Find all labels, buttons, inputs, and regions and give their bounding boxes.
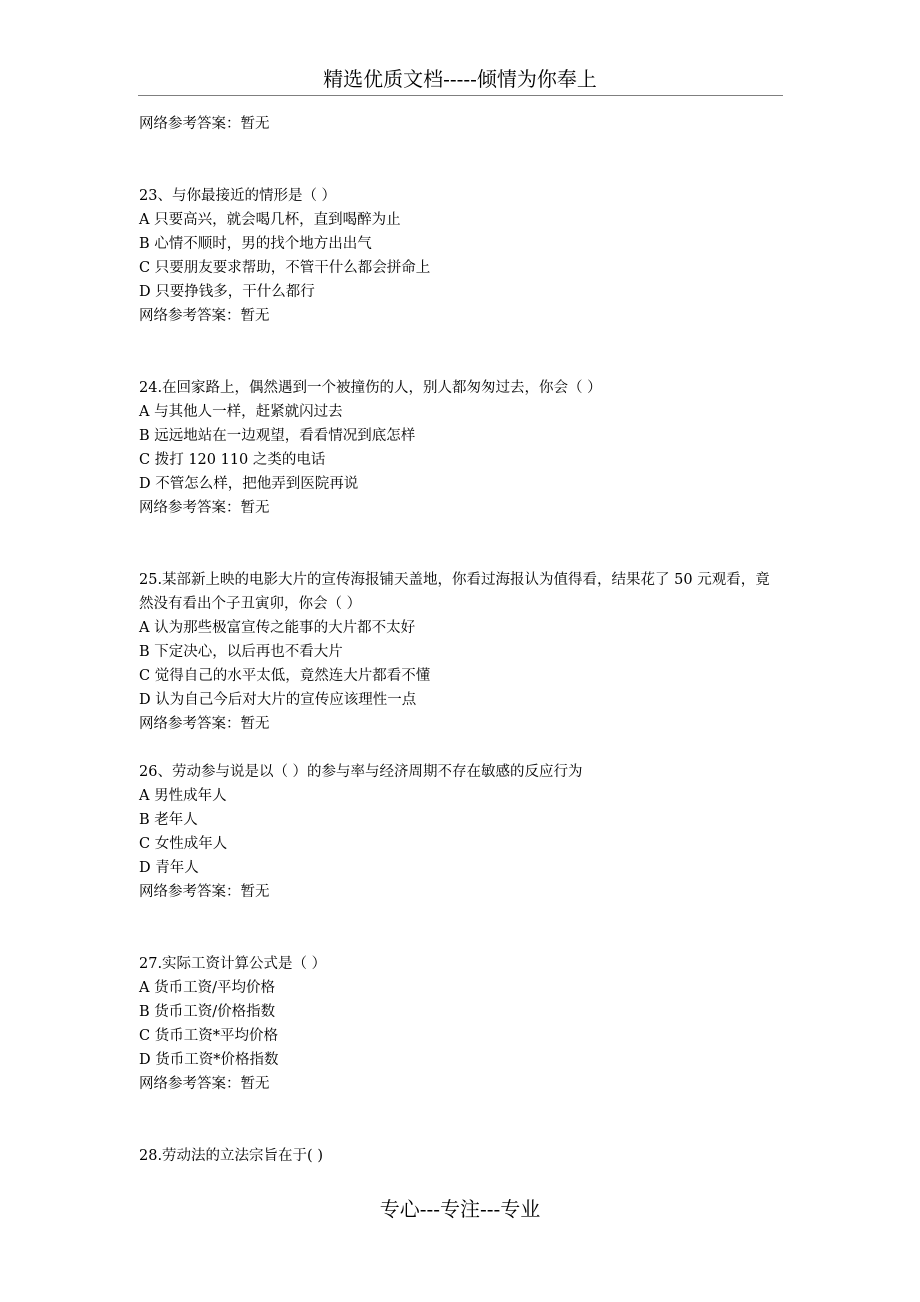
option-b: B 老年人	[139, 812, 198, 828]
question-text: 24.在回家路上，偶然遇到一个被撞伤的人，别人都匆匆过去，你会（ ）	[139, 380, 602, 396]
option-b: B 下定决心，以后再也不看大片	[139, 644, 343, 660]
option-c: C 拨打 120 110 之类的电话	[139, 452, 326, 468]
question-text: 28.劳动法的立法宗旨在于( )	[139, 1148, 323, 1164]
answer-line: 网络参考答案：暂无	[139, 1076, 270, 1092]
document-body	[139, 112, 779, 1168]
answer-line: 网络参考答案：暂无	[139, 308, 270, 324]
question-block-27	[139, 952, 779, 1096]
option-c: C 女性成年人	[139, 836, 228, 852]
option-b: B 远远地站在一边观望，看看情况到底怎样	[139, 428, 416, 444]
option-a: A 男性成年人	[139, 788, 227, 804]
option-d: D 不管怎么样，把他弄到医院再说	[139, 476, 359, 492]
page-footer: 专心---专注---专业	[379, 1197, 541, 1221]
question-block-23	[139, 184, 779, 328]
option-c: C 货币工资*平均价格	[139, 1028, 278, 1044]
option-a: A 与其他人一样，赶紧就闪过去	[139, 404, 343, 420]
answer-line: 网络参考答案：暂无	[139, 884, 270, 900]
option-d: D 认为自己今后对大片的宣传应该理性一点	[139, 692, 417, 708]
question-block-25	[139, 568, 779, 736]
option-b: B 货币工资/价格指数	[139, 1004, 276, 1020]
question-block-26	[139, 760, 779, 904]
option-a: A 认为那些极富宣传之能事的大片都不太好	[139, 620, 416, 636]
option-c: C 只要朋友要求帮助，不管干什么都会拼命上	[139, 260, 431, 276]
option-a: A 货币工资/平均价格	[139, 980, 275, 996]
answer-line: 网络参考答案：暂无	[139, 500, 270, 516]
answer-line: 网络参考答案：暂无	[139, 716, 270, 732]
page-header: 精选优质文档-----倾情为你奉上	[323, 67, 597, 91]
option-a: A 只要高兴，就会喝几杯，直到喝醉为止	[139, 212, 401, 228]
header-divider	[138, 95, 783, 96]
question-text: 23、与你最接近的情形是（ ）	[139, 188, 337, 204]
option-d: D 青年人	[139, 860, 199, 876]
question-text: 27.实际工资计算公式是（ ）	[139, 956, 327, 972]
question-text: 26、劳动参与说是以（ ）的参与率与经济周期不存在敏感的反应行为	[139, 764, 583, 780]
answer-line: 网络参考答案：暂无	[139, 116, 270, 132]
question-text: 25.某部新上映的电影大片的宣传海报铺天盖地，你看过海报认为值得看，结果花了 50 元观看，竟然没有看出个子丑寅卯，你会（ ）	[139, 572, 770, 612]
question-block-24	[139, 376, 779, 520]
option-b: B 心情不顺时，男的找个地方出出气	[139, 236, 372, 252]
option-d: D 货币工资*价格指数	[139, 1052, 279, 1068]
question-block-28	[139, 1144, 779, 1168]
option-d: D 只要挣钱多，干什么都行	[139, 284, 315, 300]
option-c: C 觉得自己的水平太低，竟然连大片都看不懂	[139, 668, 431, 684]
